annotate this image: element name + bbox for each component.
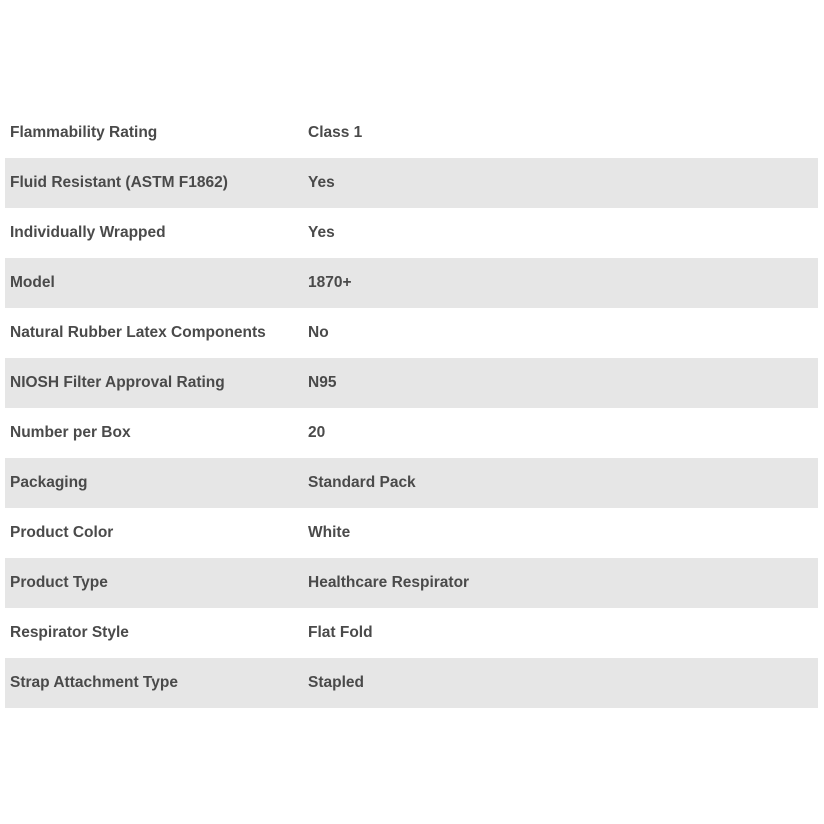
spec-value: Flat Fold	[308, 624, 373, 642]
spec-row-flammability-rating	[5, 108, 818, 158]
spec-value: Yes	[308, 158, 818, 208]
spec-row-model	[5, 258, 818, 308]
spec-row-niosh-rating	[5, 358, 818, 408]
spec-row-packaging	[5, 458, 818, 508]
spec-label: Packaging	[5, 458, 308, 508]
spec-row-individually-wrapped	[5, 208, 818, 258]
spec-label: NIOSH Filter Approval Rating	[5, 358, 308, 408]
spec-value: Yes	[308, 224, 335, 242]
spec-row-respirator-style	[5, 608, 818, 658]
spec-row-number-per-box	[5, 408, 818, 458]
spec-label: Flammability Rating	[10, 124, 158, 142]
spec-label: Number per Box	[10, 424, 131, 442]
spec-row-strap-attachment	[5, 658, 818, 708]
spec-label: Product Type	[5, 558, 308, 608]
spec-label: Individually Wrapped	[10, 224, 166, 242]
spec-label: Respirator Style	[10, 624, 129, 642]
spec-label: Natural Rubber Latex Components	[10, 324, 266, 342]
spec-value: No	[308, 324, 329, 342]
spec-row-product-type	[5, 558, 818, 608]
spec-value: Healthcare Respirator	[308, 558, 818, 608]
spec-table	[5, 108, 818, 708]
spec-value: Class 1	[308, 124, 363, 142]
spec-value: Stapled	[308, 658, 818, 708]
spec-row-fluid-resistant	[5, 158, 818, 208]
spec-value: Standard Pack	[308, 458, 818, 508]
spec-label: Product Color	[10, 524, 114, 542]
spec-value: White	[308, 524, 351, 542]
spec-value: 20	[308, 424, 326, 442]
spec-label: Fluid Resistant (ASTM F1862)	[5, 158, 308, 208]
spec-row-product-color	[5, 508, 818, 558]
spec-value: N95	[308, 358, 818, 408]
spec-label: Model	[5, 258, 308, 308]
spec-row-latex-components	[5, 308, 818, 358]
spec-label: Strap Attachment Type	[5, 658, 308, 708]
spec-value: 1870+	[308, 258, 818, 308]
